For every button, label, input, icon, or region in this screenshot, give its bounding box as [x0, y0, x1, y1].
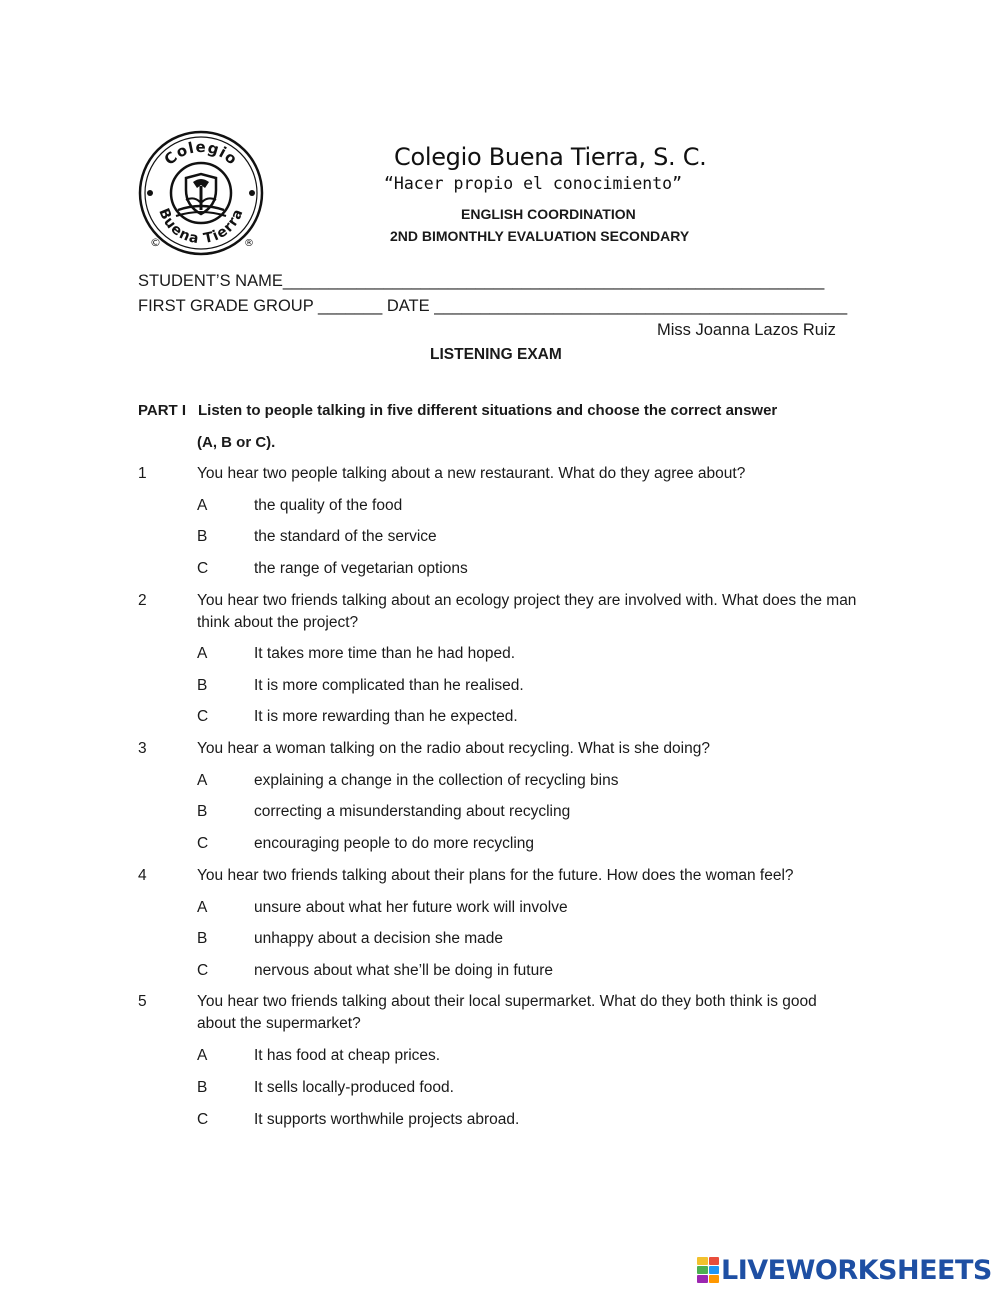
- option-letter[interactable]: C: [197, 560, 209, 577]
- question-text: You hear two people talking about a new restaurant. What do they agree about?: [197, 465, 746, 482]
- logo-emblem-icon: [176, 174, 226, 216]
- option-text[interactable]: encouraging people to do more recycling: [254, 835, 535, 852]
- option-text[interactable]: It is more rewarding than he expected.: [254, 708, 518, 725]
- part-label: PART I: [138, 402, 187, 419]
- part-instruction: [138, 402, 777, 419]
- student-name-field[interactable]: ___________________________________________________________: [282, 272, 825, 290]
- student-name-label: STUDENT’S NAME: [138, 272, 283, 290]
- option-letter[interactable]: C: [197, 708, 209, 725]
- question-number: 3: [138, 740, 147, 757]
- option-letter[interactable]: A: [197, 645, 208, 662]
- option-letter[interactable]: C: [197, 962, 209, 979]
- option-text[interactable]: correcting a misunderstanding about recycling: [254, 803, 571, 820]
- option-text[interactable]: the standard of the service: [254, 528, 437, 545]
- liveworksheets-blocks-icon: [697, 1257, 719, 1283]
- school-name: Colegio Buena Tierra, S. C.: [394, 143, 707, 171]
- question-number: 1: [138, 465, 147, 482]
- student-name-row: [138, 272, 824, 291]
- date-field[interactable]: _____________________________________________: [434, 297, 848, 315]
- option-text[interactable]: the range of vegetarian options: [254, 560, 468, 577]
- evaluation-heading: 2ND BIMONTHLY EVALUATION SECONDARY: [390, 228, 690, 244]
- question-text: You hear two friends talking about their plans for the future. How does the woman feel?: [197, 867, 794, 884]
- logo-copyright-mark: ©: [150, 236, 161, 249]
- question-text: You hear two friends talking about an ecology project they are involved with. What does the man think about the project?: [197, 592, 857, 631]
- option-letter[interactable]: B: [197, 930, 208, 947]
- logo-top-text: Colegio: [160, 137, 242, 169]
- question-text: You hear two friends talking about their local supermarket. What do they both think is good about the supermarket?: [197, 993, 817, 1032]
- option-letter[interactable]: C: [197, 1111, 209, 1128]
- option-text[interactable]: nervous about what she’ll be doing in future: [254, 962, 554, 979]
- option-letter[interactable]: A: [197, 899, 208, 916]
- option-text[interactable]: the quality of the food: [254, 497, 403, 514]
- question-text: You hear a woman talking on the radio about recycling. What is she doing?: [197, 740, 710, 757]
- option-text[interactable]: explaining a change in the collection of recycling bins: [254, 772, 619, 789]
- part-instruction-text: Listen to people talking in five different situations and choose the correct answer: [198, 402, 778, 419]
- option-text[interactable]: It supports worthwhile projects abroad.: [254, 1111, 520, 1128]
- option-text[interactable]: It is more complicated than he realised.: [254, 677, 524, 694]
- teacher-name: Miss Joanna Lazos Ruiz: [657, 321, 836, 339]
- liveworksheets-logo[interactable]: [697, 1255, 992, 1285]
- option-letter[interactable]: B: [197, 803, 208, 820]
- option-text[interactable]: unsure about what her future work will involve: [254, 899, 568, 916]
- group-date-row: [138, 297, 847, 316]
- school-logo: [138, 130, 264, 256]
- option-text[interactable]: It takes more time than he had hoped.: [254, 645, 516, 662]
- option-text[interactable]: unhappy about a decision she made: [254, 930, 504, 947]
- date-label: DATE: [386, 297, 430, 315]
- option-letter[interactable]: B: [197, 677, 208, 694]
- exam-title: LISTENING EXAM: [430, 346, 562, 363]
- option-letter[interactable]: A: [197, 497, 208, 514]
- logo-registered-mark: ®: [244, 238, 254, 249]
- school-motto: “Hacer propio el conocimiento”: [384, 174, 683, 193]
- department-heading: ENGLISH COORDINATION: [461, 206, 636, 222]
- option-letter[interactable]: C: [197, 835, 209, 852]
- question-number: 4: [138, 867, 147, 884]
- option-letter[interactable]: B: [197, 528, 208, 545]
- question-number: 2: [138, 592, 147, 609]
- option-letter[interactable]: A: [197, 772, 208, 789]
- option-letter[interactable]: A: [197, 1047, 208, 1064]
- part-instruction-cont: (A, B or C).: [197, 434, 276, 451]
- group-field[interactable]: _______: [318, 297, 383, 315]
- group-label: FIRST GRADE GROUP: [138, 297, 314, 315]
- question-number: 5: [138, 993, 147, 1010]
- logo-bottom-text: Buena Tierra: [155, 206, 247, 248]
- option-text[interactable]: It has food at cheap prices.: [254, 1047, 441, 1064]
- option-letter[interactable]: B: [197, 1079, 208, 1096]
- liveworksheets-text: LIVEWORKSHEETS: [721, 1254, 992, 1286]
- option-text[interactable]: It sells locally-produced food.: [254, 1079, 454, 1096]
